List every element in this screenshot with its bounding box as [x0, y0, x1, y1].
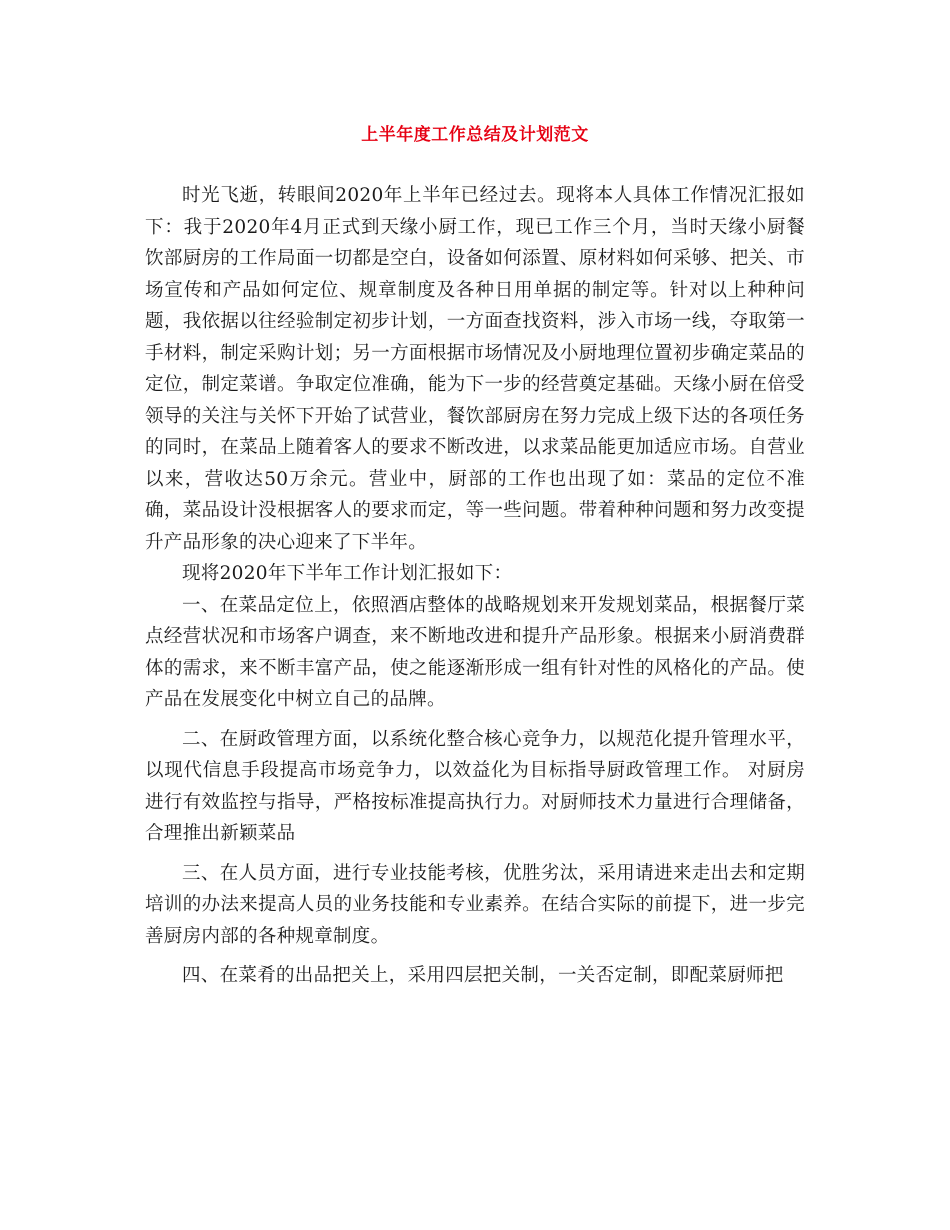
- paragraph-plan-item-4: 四、在菜肴的出品把关上，采用四层把关制，一关否定制，即配菜厨师把: [182, 965, 784, 986]
- paragraph-plan-item-3: 三、在人员方面，进行专业技能考核，优胜劣汰，采用请进来走出去和定期培训的办法来提高人员的业务技能和专业素养。在结合实际的前提下，进一步完善厨房内部的各种规章制度。: [145, 862, 805, 947]
- paragraph-plan-item-1: 一、在菜品定位上，依照酒店整体的战略规划来开发规划菜品，根据餐厅菜点经营状况和市场客户调查，来不断地改进和提升产品形象。根据来小厨消费群体的需求，来不断丰富产品，使之能逐渐形成一组有针对性的风格化的产品。使产品在发展变化中树立自己的品牌。: [145, 594, 805, 710]
- paragraph-summary: 时光飞逝，转眼间2020年上半年已经过去。现将本人具体工作情况汇报如下：我于2020年4月正式到天缘小厨工作，现已工作三个月，当时天缘小厨餐饮部厨房的工作局面一切都是空白，设备如何添置、原材料如何采够、把关、市场宣传和产品如何定位、规章制度及各种日用单据的制定等。针对以上种种问题，我依据以往经验制定初步计划，一方面查找资料，涉入市场一线，夺取第一手材料，制定采购计划；另一方面根据市场情况及小厨地理位置初步确定菜品的定位，制定菜谱。争取定位准确，能为下一步的经营奠定基础。天缘小厨在倍受领导的关注与关怀下开始了试营业，餐饮部厨房在努力完成上级下达的各项任务的同时，在菜品上随着客人的要求不断改进，以求菜品能更加适应市场。自营业以来，营收达50万余元。营业中，厨部的工作也出现了如：菜品的定位不准确，菜品设计没根据客人的要求而定，等一些问题。带着种种问题和努力改变提升产品形象的决心迎来了下半年。: [145, 185, 805, 553]
- document-body: [145, 180, 805, 992]
- document-page: [145, 0, 805, 992]
- paragraph-plan-intro: 现将2020年下半年工作计划汇报如下：: [182, 563, 513, 584]
- document-title: 上半年度工作总结及计划范文: [361, 125, 589, 145]
- paragraph-plan-item-2: 二、在厨政管理方面，以系统化整合核心竞争力，以规范化提升管理水平，以现代信息手段提高市场竞争力，以效益化为目标指导厨政管理工作。 对厨房进行有效监控与指导，严格按标准提高执行力。对厨师技术力量进行合理储备，合理推出新颖菜品: [145, 728, 805, 844]
